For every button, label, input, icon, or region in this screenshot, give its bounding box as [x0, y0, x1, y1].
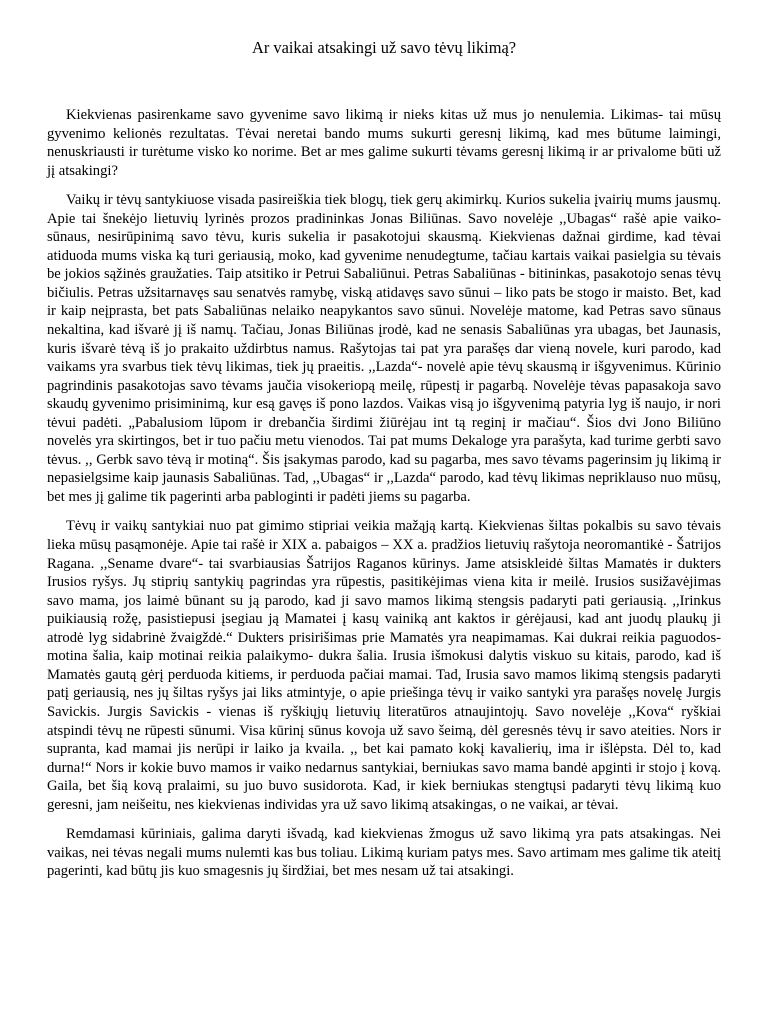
- document-title: Ar vaikai atsakingi už savo tėvų likimą?: [252, 38, 516, 57]
- paragraph-satrijos-ragana: Tėvų ir vaikų santykiai nuo pat gimimo stipriai veikia mažąją kartą. Kiekvienas šiltas pokalbis su savo tėvais lieka mūsų pasąmonėje. Apie tai rašė ir XIX a. pabaigos – XX a. pradžios lietuvių rašytoja neoromantikė - Šatrijos Ragana. ,,Sename dvare“- tai svarbiausias Šatrijos Raganos kūrinys. Jame atsiskleidė šiltas Mamatės ir dukters Irusios ryšys. Jų stiprių santykių pagrindas yra rūpestis, pasitikėjimas viena kita ir meilė. Irusios susižavėjimas savo mama, jos laimė būnant su ją parodo, kad ji savo mamos likimą stengsis padaryti pati geriausią. ,,Irinkus puikiausią rožę, pasistiepusi įsegiau ją Mamatei į kasų vainiką ant kaktos ir gėrėjausi, kad ant juodų plaukų ji atrodė lyg sidabrinė žvaigždė.“ Dukters prisirišimas prie Mamatės yra neapimamas. Kai dukrai reikia paguodos- motina šalia, kaip motinai reikia palaikymo- dukra šalia. Irusia išmokusi dalytis viskuo su kitais, parodo, kad iš Mamatės gautą gėrį perduoda kitiems, ir perduoda pačiai mamai. Tad, Irusia savo mamos likimą stengsis padaryti patį geriausią, nes jų šiltas ryšys jai liks atmintyje, o apie priešinga tėvų ir vaiko santyki yra parašęs novelę Jurgis Savickis. Jurgis Savickis - vienas iš ryškiųjų lietuvių literatūros atnaujintojų. Savo novelėje ,,Kova“ ryškiai atspindi tėvų ne rūpesti sūnumi. Visa kūrinį sūnus kovoja už savo šeimą, dėl geresnės tėvų ir savo ateities. Nors ir supranta, kad mamai jis nerūpi ir laiko ja kvaila. ,, bet kai pamato kokį kavalierių, ima ir išlėpsta. Dėl to, kad durna!“ Nors ir kokie buvo mamos ir vaiko nedarnus santykiai, berniukas savo mama bandė apginti ir stojo į kovą. Gaila, bet šią kovą pralaimi, su juo buvo susidorota. Kad, ir kiek berniukas stengtųsi padaryti tėvų likimą kuo geresni, jam neišeitu, nes kiekvienas individas yra už savo likimą atsakingas, o ne vaikai, ar tėvai.: [47, 518, 721, 813]
- document-page: [47, 38, 721, 892]
- paragraph-conclusion: Remdamasi kūriniais, galima daryti išvadą, kad kiekvienas žmogus už savo likimą yra pats atsakingas. Nei vaikas, nei tėvas negali mums nulemti kas bus toliau. Likimą kuriam patys mes. Savo artimam mes galime tik ateitį pagerinti, kad būtų jis kuo smagesnis jų širdžiai, bet mes nesam už tai atsakingi.: [47, 826, 722, 880]
- paragraph-biliunas: Vaikų ir tėvų santykiuose visada pasireiškia tiek blogų, tiek gerų akimirkų. Kurios sukelia įvairių mums jausmų. Apie tai šnekėjo lietuvių lyrinės prozos pradininkas Jonas Biliūnas. Savo novelėje ,,Ubagas“ rašė apie vaiko- sūnaus, nesirūpinimą savo tėvu, kuris sukelia ir pasakotojui skausmą. Kiekvienas dažnai girdime, kad tėvai atiduoda mums viska ką turi geriausią, moko, kad gyvenime nenudegtume, tačiau kartais vaikai pasielgia su tėvais be jokios sąžinės graužaties. Taip atsitiko ir Petrui Sabaliūnui. Petras Sabaliūnas - bitininkas, pasakotojo senas tėvų bičiulis. Petras užsitarnavęs sau senatvės ramybę, viską atidavęs savo sūnui – liko pats be stogo ir maisto. Bet, kad ir kaip neįprasta, bet pats Sabaliūnas nelaiko neapykantos savo sūnui. Novelėje matome, kad Petras savo sūnaus nekaltina, kad išvarė jį iš namų. Tačiau, Jonas Biliūnas įrodė, kad ne senasis Sabaliūnas yra ubagas, bet Jaunasis, kuris išvarė tėvą iš jo prakaito uždirbtus namus. Rašytojas tai pat yra parašęs dar vieną novele, kuri parodo, kad vaikams yra svarbus tiek tėvų likimas, tiek jų praeitis. ,,Lazda“- novelė apie tėvų skausmą ir išgyvenimus. Kūrinio pagrindinis pasakotojas savo tėvams jaučia visokeriopą meilę, rūpestį ir pagarbą. Novelėje tėvas papasakoja savo skaudų gyvenimo prisiminimą, kur esą gavęs iš pono lazdos. Vaikas visą jo išgyvenimą patyria lyg iš naujo, ir nori tėvui padėti. „Pabalusiom lūpom ir drebančia širdimi žiūrėjau int tą reginį ir mačiau“. Šios dvi Jono Biliūno novelės yra skirtingos, bet ir tuo pačiu metu vienodos. Tai pat mums Dekaloge yra parašyta, kad turime gerbti savo tėvus. ,, Gerbk savo tėvą ir motiną“. Šis įsakymas parodo, kad su pagarba, mes savo tėvams pagerinsim jų likimą ir nepasielgsime kaip jaunasis Sabaliūnas. Tad, ,,Ubagas“ ir ,,Lazda“ parodo, kad tėvų likimas nepriklauso nuo mūsų, bet mes jį galime tik pagerinti arba pabloginti ir padėti jiems su pagarba.: [47, 192, 721, 505]
- paragraph-intro: Kiekvienas pasirenkame savo gyvenime savo likimą ir nieks kitas už mus jo nenulemia. Likimas- tai mūsų gyvenimo kelionės rezultatas. Tėvai neretai bando mums sukurti geresnį likimą, kad mes būtume laimingi, nenuskriausti ir turėtume visko ko norime. Bet ar mes galime sukurti tėvams geresnį likimą ir ar privalome būti už jį atsakingi?: [47, 107, 721, 179]
